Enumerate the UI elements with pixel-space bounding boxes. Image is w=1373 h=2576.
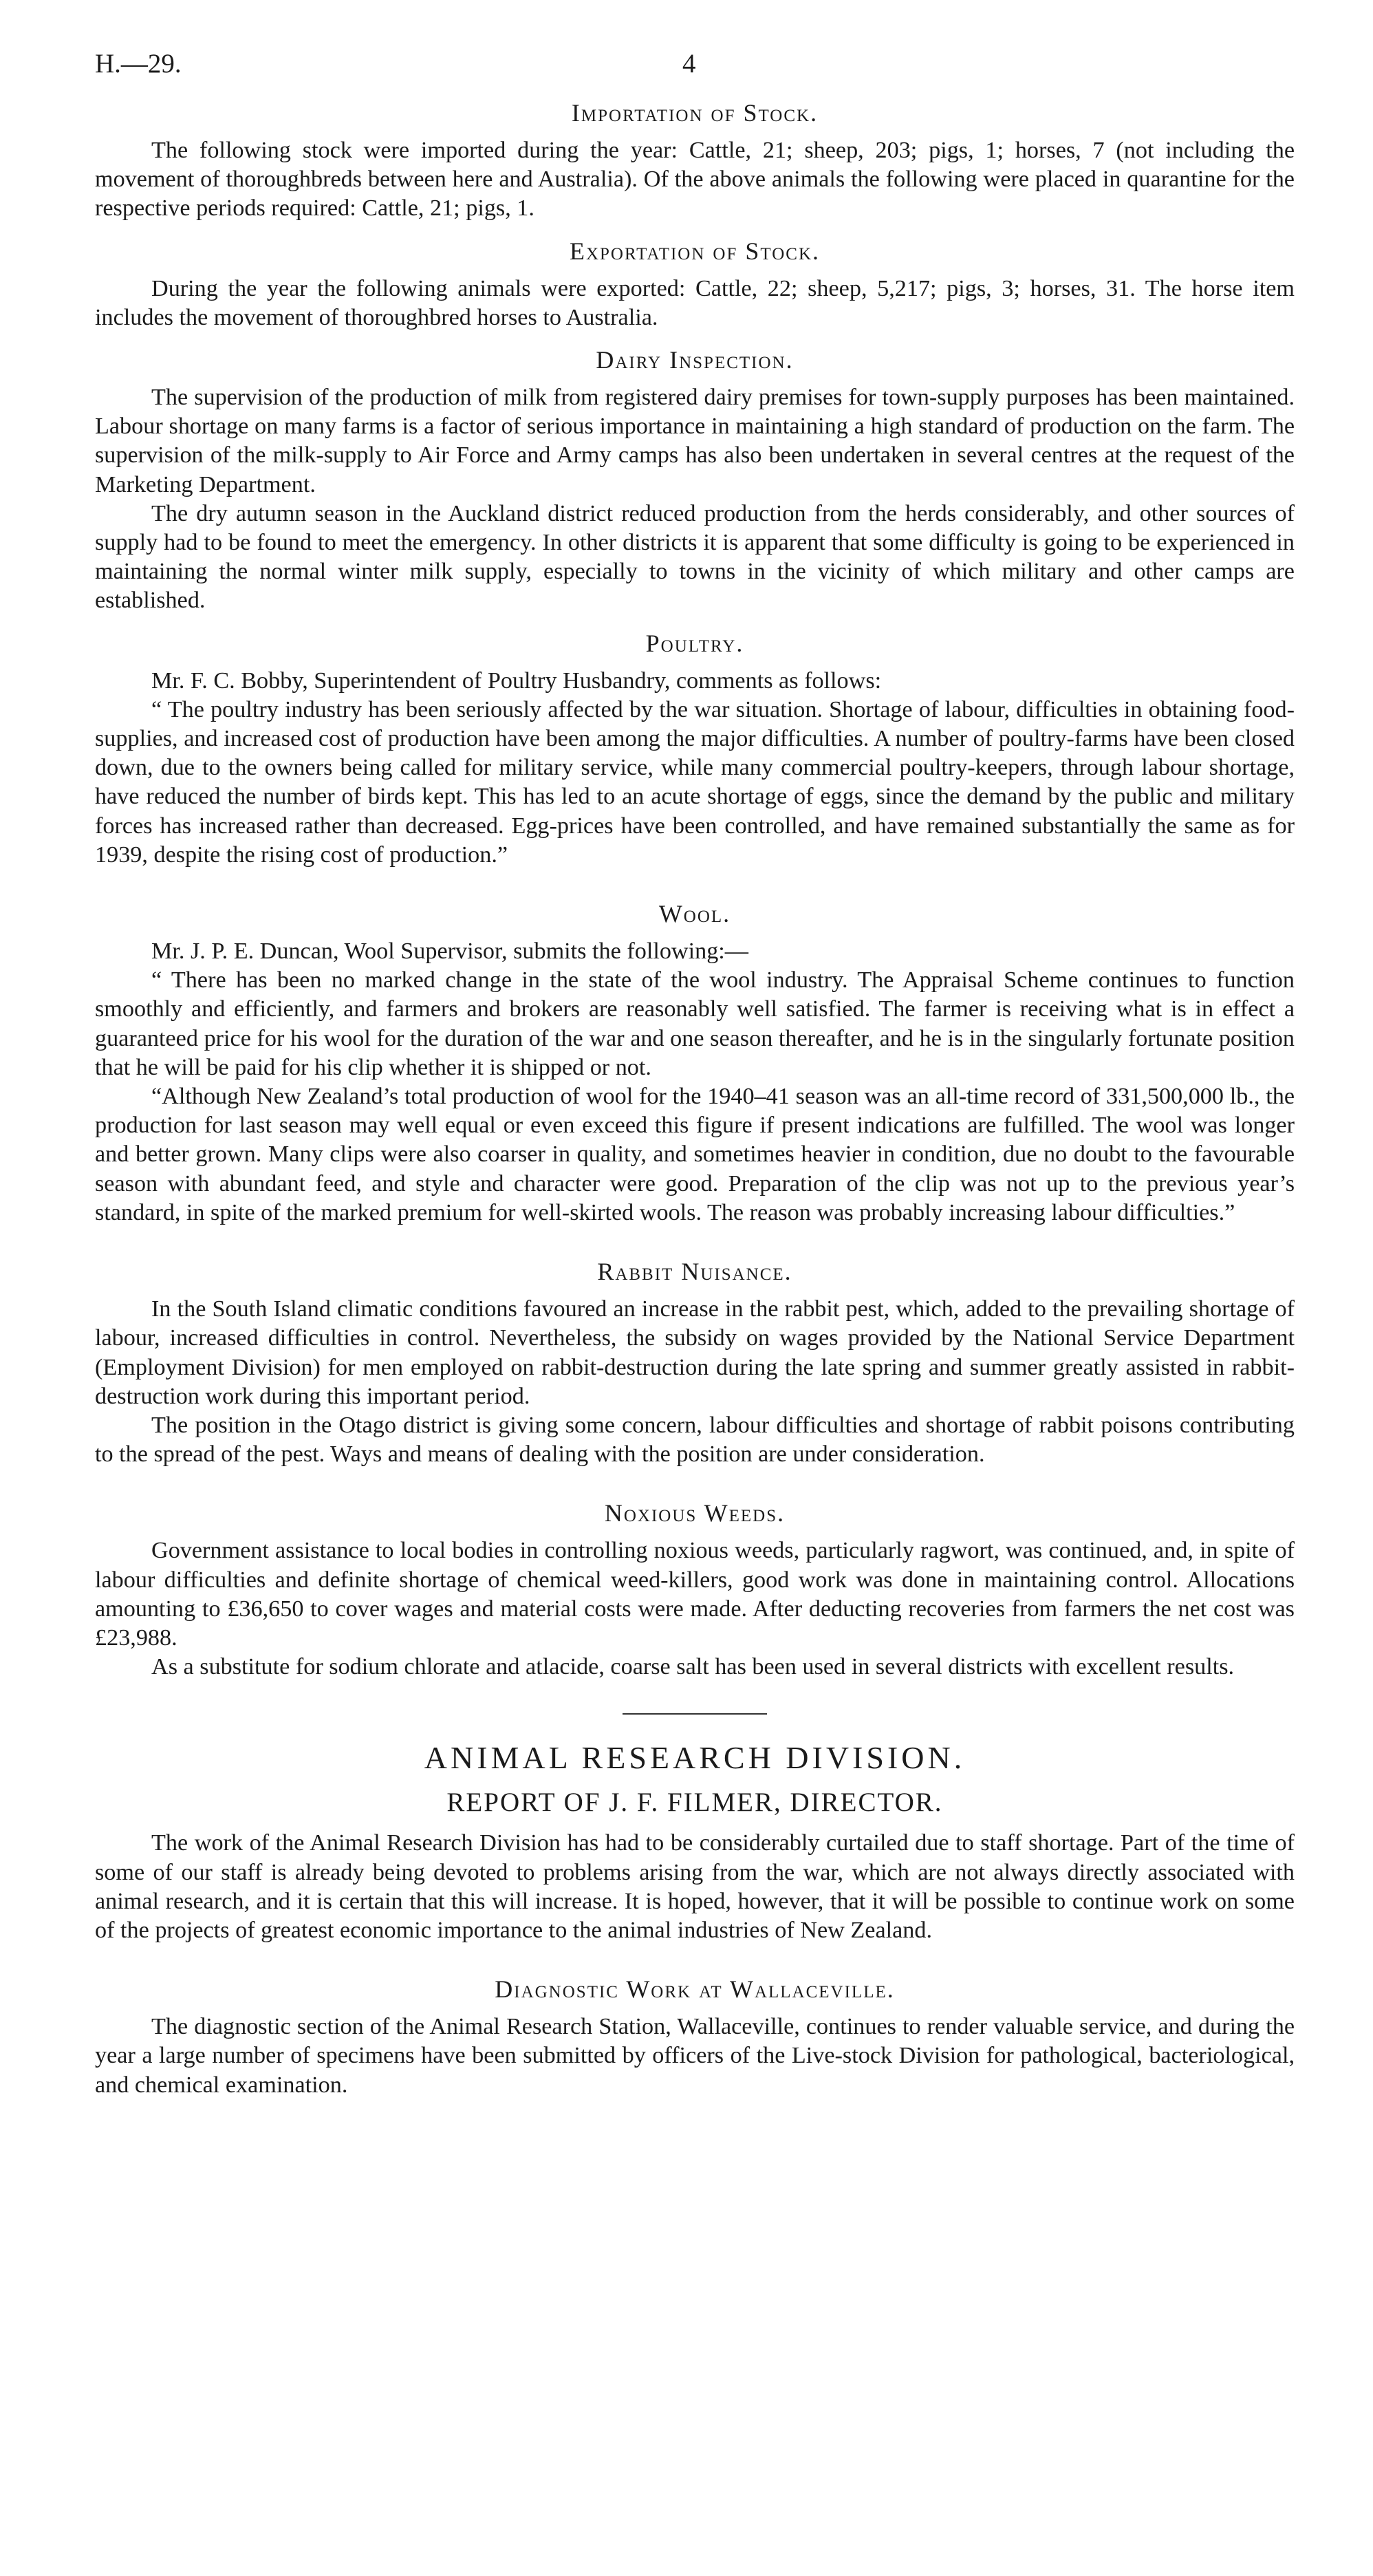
section-animal-research-division — [95, 1737, 1295, 1945]
document-page — [95, 44, 1295, 2100]
quoted-paragraph: “ The poultry industry has been seriously affected by the war situation. Shortage of labour, difficulties in obtaining food-supplies, and increased cost of production have been among the major difficulties. A number of poultry-farms have been closed down, due to the owners being called for military service, while many commercial poultry-keepers, through labour shortage, have reduced the number of birds kept. This has led to an acute shortage of eggs, since the demand by the public and military forces has increased rather than decreased. Egg-prices have been controlled, and have remained substantially the same as for 1939, despite the rising cost of production.” — [95, 696, 1295, 868]
section-heading: Wool. — [658, 900, 731, 928]
paragraph: The dry autumn season in the Auckland district reduced production from the herds considerably, and other sources of supply had to be found to meet the emergency. In other districts it is apparent that some difficulty is going to be experienced in maintaining the normal winter milk supply, especially to towns in the vicinity of which military and other camps are established. — [95, 500, 1295, 614]
section-heading: Rabbit Nuisance. — [597, 1258, 792, 1286]
section-heading: Importation of Stock. — [571, 99, 819, 127]
paragraph: As a substitute for sodium chlorate and atlacide, coarse salt has been used in several districts with excellent results. — [151, 1654, 1235, 1680]
division-title: ANIMAL RESEARCH DIVISION. — [424, 1740, 966, 1776]
quoted-paragraph: “Although New Zealand’s total production of wool for the 1940–41 season was an all-time record of 331,500,000 lb., the production for last season may well equal or even exceed this figure if present indications are fulfilled. The wool was longer and better grown. Many clips were also coarser in quality, and sometimes heavier in condition, due no doubt to the favourable season with abundant feed, and style and character were good. Preparation of the clip was not up to the previous year’s standard, in spite of the marked premium for well-skirted wools. The reason was probably increasing labour difficulties.” — [95, 1084, 1295, 1225]
quoted-paragraph: “ There has been no marked change in the state of the wool industry. The Appraisal Scheme continues to function smoothly and efficiently, and farmers and brokers are reasonably well satisfied. The farmer is receiving what is in effect a guaranteed price for his wool for the duration of the war and one season thereafter, and he is in the singularly fortunate position that he will be paid for his clip whether it is shipped or not. — [95, 967, 1295, 1080]
paragraph: The supervision of the production of milk from registered dairy premises for town-supply purposes has been maintained. Labour shortage on many farms is a factor of serious importance in maintaining a high standard of production on the farm. The supervision of the milk-supply to Air Force and Army camps has also been undertaken in several centres at the request of the Marketing Department. — [95, 385, 1295, 497]
section-heading: Noxious Weeds. — [604, 1499, 786, 1527]
section-noxious-weeds — [95, 1498, 1295, 1682]
paragraph: Mr. J. P. E. Duncan, Wool Supervisor, submits the following:— — [151, 938, 748, 965]
section-exportation-of-stock — [95, 236, 1295, 332]
section-divider — [623, 1713, 767, 1715]
section-rabbit-nuisance — [95, 1256, 1295, 1469]
section-heading: Diagnostic Work at Wallaceville. — [495, 1975, 895, 2004]
section-diagnostic-work — [95, 1974, 1295, 2100]
document-reference: H.—29. — [95, 49, 182, 78]
paragraph: The work of the Animal Research Division has had to be considerably curtailed due to staff shortage. Part of the time of some of our staff is already being devoted to problems arising from the war, which are not always directly associated with animal research, and it is certain that this will increase. It is hoped, however, that it will be possible to continue work on some of the projects of greatest economic importance to the animal industries of New Zealand. — [95, 1830, 1295, 1943]
report-subtitle: REPORT OF J. F. FILMER, DIRECTOR. — [446, 1788, 943, 1818]
page-header — [95, 44, 1295, 85]
paragraph: In the South Island climatic conditions favoured an increase in the rabbit pest, which, added to the prevailing shortage of labour, increased difficulties in control. Nevertheless, the subsidy on wages provided by the National Service Department (Employment Division) for men employed on rabbit-destruction during the late spring and summer greatly assisted in rabbit-destruction work during this important period. — [95, 1296, 1295, 1409]
paragraph: The diagnostic section of the Animal Research Station, Wallaceville, continues to render valuable service, and during the year a large number of specimens have been submitted by officers of the Live-stock Division for pathological, bacteriological, and chemical examination. — [95, 2014, 1295, 2098]
section-heading: Exportation of Stock. — [569, 237, 820, 265]
section-importation-of-stock — [95, 98, 1295, 224]
section-poultry — [95, 628, 1295, 870]
section-heading: Poultry. — [645, 629, 744, 657]
paragraph: The position in the Otago district is giving some concern, labour difficulties and shortage of rabbit poisons contributing to the spread of the pest. Ways and means of dealing with the position are under consideration. — [95, 1412, 1295, 1468]
paragraph: The following stock were imported during the year: Cattle, 21; sheep, 203; pigs, 1; horses, 7 (not including the movement of thoroughbreds between here and Australia). Of the above animals the following were placed in quarantine for the respective periods required: Cattle, 21; pigs, 1. — [95, 138, 1295, 222]
section-wool — [95, 899, 1295, 1227]
page-number: 4 — [682, 49, 696, 78]
paragraph: Mr. F. C. Bobby, Superintendent of Poultry Husbandry, comments as follows: — [151, 667, 882, 694]
paragraph: During the year the following animals were exported: Cattle, 22; sheep, 5,217; pigs, 3; horses, 31. The horse item includes the movement of thoroughbred horses to Australia. — [95, 275, 1295, 330]
paragraph: Government assistance to local bodies in controlling noxious weeds, particularly ragwort, was continued, and, in spite of labour difficulties and definite shortage of chemical weed-killers, good work was done in maintaining control. Allocations amounting to £36,650 to cover wages and material costs were made. After deducting recoveries from farmers the net cost was £23,988. — [95, 1538, 1295, 1651]
section-dairy-inspection — [95, 345, 1295, 616]
section-heading: Dairy Inspection. — [596, 346, 794, 374]
